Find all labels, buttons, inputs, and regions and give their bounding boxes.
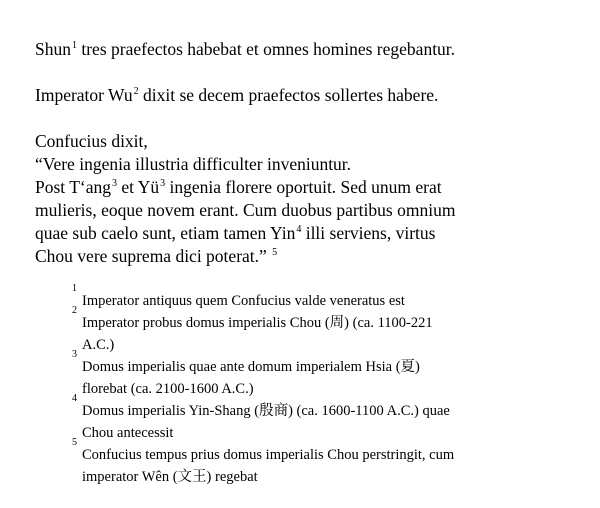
text-span: Imperator Wu: [35, 85, 133, 105]
footnote-ref[interactable]: 5: [272, 247, 278, 258]
footnote-number: 5: [72, 437, 77, 448]
footnote-text: Domus imperialis Yin-Shang (殷商) (ca. 1600-1100 A.C.) quae: [82, 403, 450, 419]
text-span: quae sub caelo sunt, etiam tamen Yin: [35, 223, 296, 243]
footnote-2: [72, 305, 542, 356]
footnote-text: imperator Wên (文王) regebat: [82, 469, 258, 485]
footnote-3: [72, 349, 542, 400]
footnote-text: florebat (ca. 2100-1600 A.C.): [82, 381, 254, 397]
quote-line: “Vere ingenia illustria difficulter inveniuntur.: [35, 154, 352, 174]
footnotes: [72, 283, 542, 488]
text-span: et Yü: [117, 177, 160, 197]
footnote-ref[interactable]: 3: [112, 178, 117, 189]
text-span: Post T‘ang: [35, 177, 111, 197]
footnote-ref[interactable]: 2: [133, 86, 139, 97]
quote-intro: Confucius dixit,: [35, 131, 148, 151]
footnote-text: Imperator probus domus imperialis Chou (周) (ca. 1100-221: [82, 315, 433, 331]
text-span: ingenia florere oportuit. Sed unum erat: [165, 177, 442, 197]
footnote-text: Domus imperialis quae ante domum imperialem Hsia (夏): [82, 359, 420, 375]
quote-line: [35, 245, 595, 268]
footnote-ref[interactable]: 3: [160, 178, 166, 189]
footnote-text: A.C.): [82, 337, 115, 353]
quote-line: [35, 176, 595, 199]
sentence-shun: [35, 38, 595, 61]
text-span: Shun: [35, 39, 71, 59]
text-span: illi serviens, virtus: [301, 223, 436, 243]
footnote-ref[interactable]: 1: [71, 40, 77, 51]
footnote-ref[interactable]: 4: [296, 224, 302, 235]
footnote-text: Imperator antiquus quem Confucius valde veneratus est: [82, 293, 405, 309]
footnote-number: 2: [72, 305, 77, 316]
footnote-text: Confucius tempus prius domus imperialis Chou perstringit, cum: [82, 447, 455, 463]
footnote-4: [72, 393, 542, 444]
text-span: tres praefectos habebat et omnes homines regebantur.: [76, 39, 456, 59]
text-span: Chou vere suprema dici poterat.”: [35, 246, 272, 266]
footnote-number: 1: [72, 283, 77, 294]
footnote-1: [72, 283, 542, 312]
text-span: dixit se decem praefectos sollertes habere.: [138, 85, 439, 105]
footnote-text: Chou antecessit: [82, 425, 174, 441]
main-text: [35, 38, 595, 268]
footnote-number: 3: [72, 349, 77, 360]
quote-line: [35, 222, 595, 245]
sentence-wu: [35, 84, 595, 107]
quote-line: mulieris, eoque novem erant. Cum duobus partibus omnium: [35, 200, 456, 220]
footnote-5: [72, 437, 542, 488]
footnote-number: 4: [72, 393, 77, 404]
